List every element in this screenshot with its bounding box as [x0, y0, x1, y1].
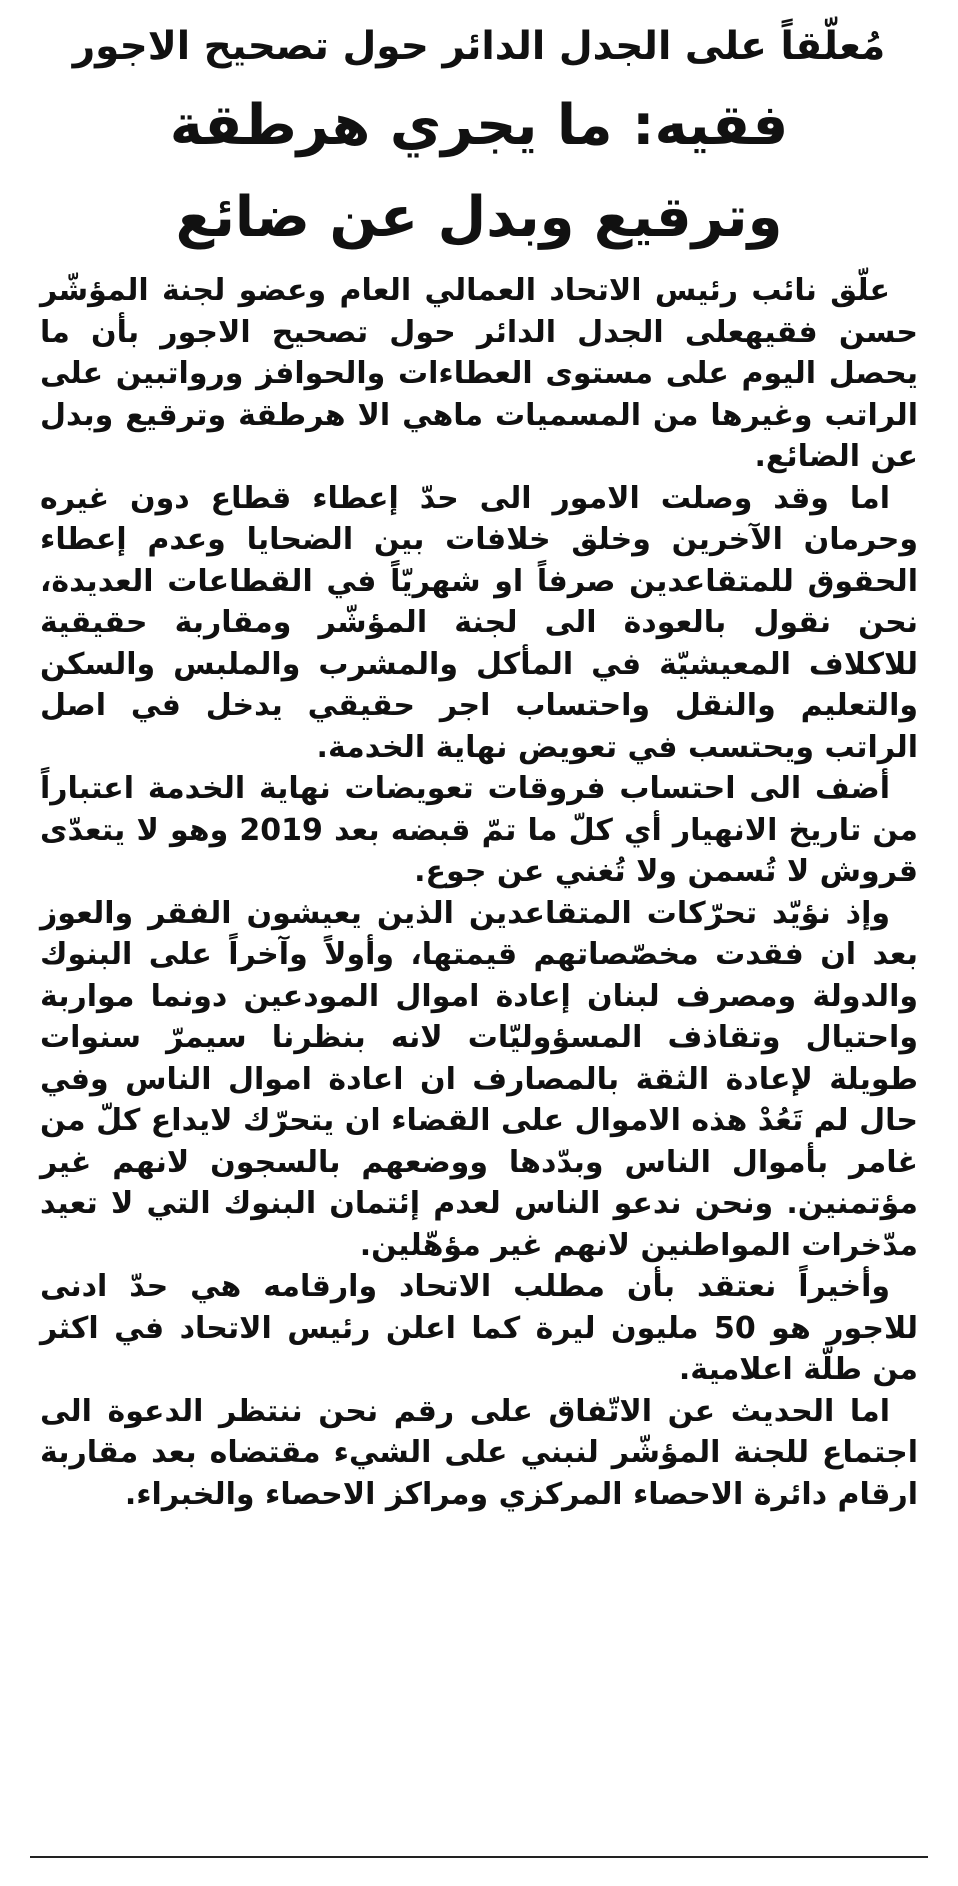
article-body [40, 270, 918, 1515]
article-paragraph: أضف الى احتساب فروقات تعويضات نهاية الخدمة اعتباراً من تاريخ الانهيار أي كلّ ما تمّ قبضه بعد 2019 وهو لا يتعدّى قروش لا تُسمن ولا تُغني عن جوع. [40, 771, 918, 889]
article-paragraph: وأخيراً نعتقد بأن مطلب الاتحاد وارقامه هي حدّ ادنى للاجور هو 50 مليون ليرة كما اعلن رئيس الاتحاد في اكثر من طلّة اعلامية. [40, 1269, 918, 1387]
article-paragraph: اما وقد وصلت الامور الى حدّ إعطاء قطاع دون غيره وحرمان الآخرين وخلق خلافات بين الضحايا وعدم إعطاء الحقوق للمتقاعدين صرفاً او شهريّاً في القطاعات العديدة، نحن نقول بالعودة الى لجنة المؤشّر ومقاربة حقيقية للاكلاف المعيشيّة في المأكل والمشرب والملبس والسكن والتعليم والنقل واحتساب اجر حقيقي يدخل في اصل الراتب ويحتسب في تعويض نهاية الخدمة. [40, 480, 918, 765]
article-kicker: مُعلّقاً على الجدل الدائر حول تصحيح الاجور [72, 24, 886, 69]
article-paragraph: علّق نائب رئيس الاتحاد العمالي العام وعضو لجنة المؤشّر حسن فقيهعلى الجدل الدائر حول تصحيح الاجور بأن ما يحصل اليوم على مستوى العطاءات والحوافز ورواتبين على الراتب وغيرها من المسميات ماهي الا هرطقة وترقيع وبدل عن الضائع. [40, 273, 918, 474]
article-headline [40, 80, 918, 264]
bottom-divider [30, 1856, 928, 1858]
newspaper-article [40, 18, 918, 1515]
article-paragraph: وإذ نؤيّد تحرّكات المتقاعدين الذين يعيشون الفقر والعوز بعد ان فقدت مخصّصاتهم قيمتها، وأولاً وآخراً على البنوك والدولة ومصرف لبنان إعادة اموال المودعين دونما مواربة واحتيال وتقاذف المسؤوليّات لانه بنظرنا سيمرّ سنوات طويلة لإعادة الثقة بالمصارف ان اعادة اموال الناس وفي حال لم تَعُدْ هذه الاموال على القضاء ان يتحرّك لايداع كلّ من غامر بأموال الناس وبدّدها ووضعهم بالسجون لانهم غير مؤتمنين. ونحن ندعو الناس لعدم إئتمان البنوك التي لا تعيد مدّخرات المواطنين لانهم غير مؤهّلين. [40, 895, 918, 1263]
article-paragraph: اما الحديث عن الاتّفاق على رقم نحن ننتظر الدعوة الى اجتماع للجنة المؤشّر لنبني على الشيء مقتضاه بعد مقاربة ارقام دائرة الاحصاء المركزي ومراكز الاحصاء والخبراء. [40, 1393, 918, 1512]
headline-line-2: وترقيع وبدل عن ضائع [175, 185, 783, 250]
headline-line-1: فقيه: ما يجري هرطقة [169, 93, 789, 158]
